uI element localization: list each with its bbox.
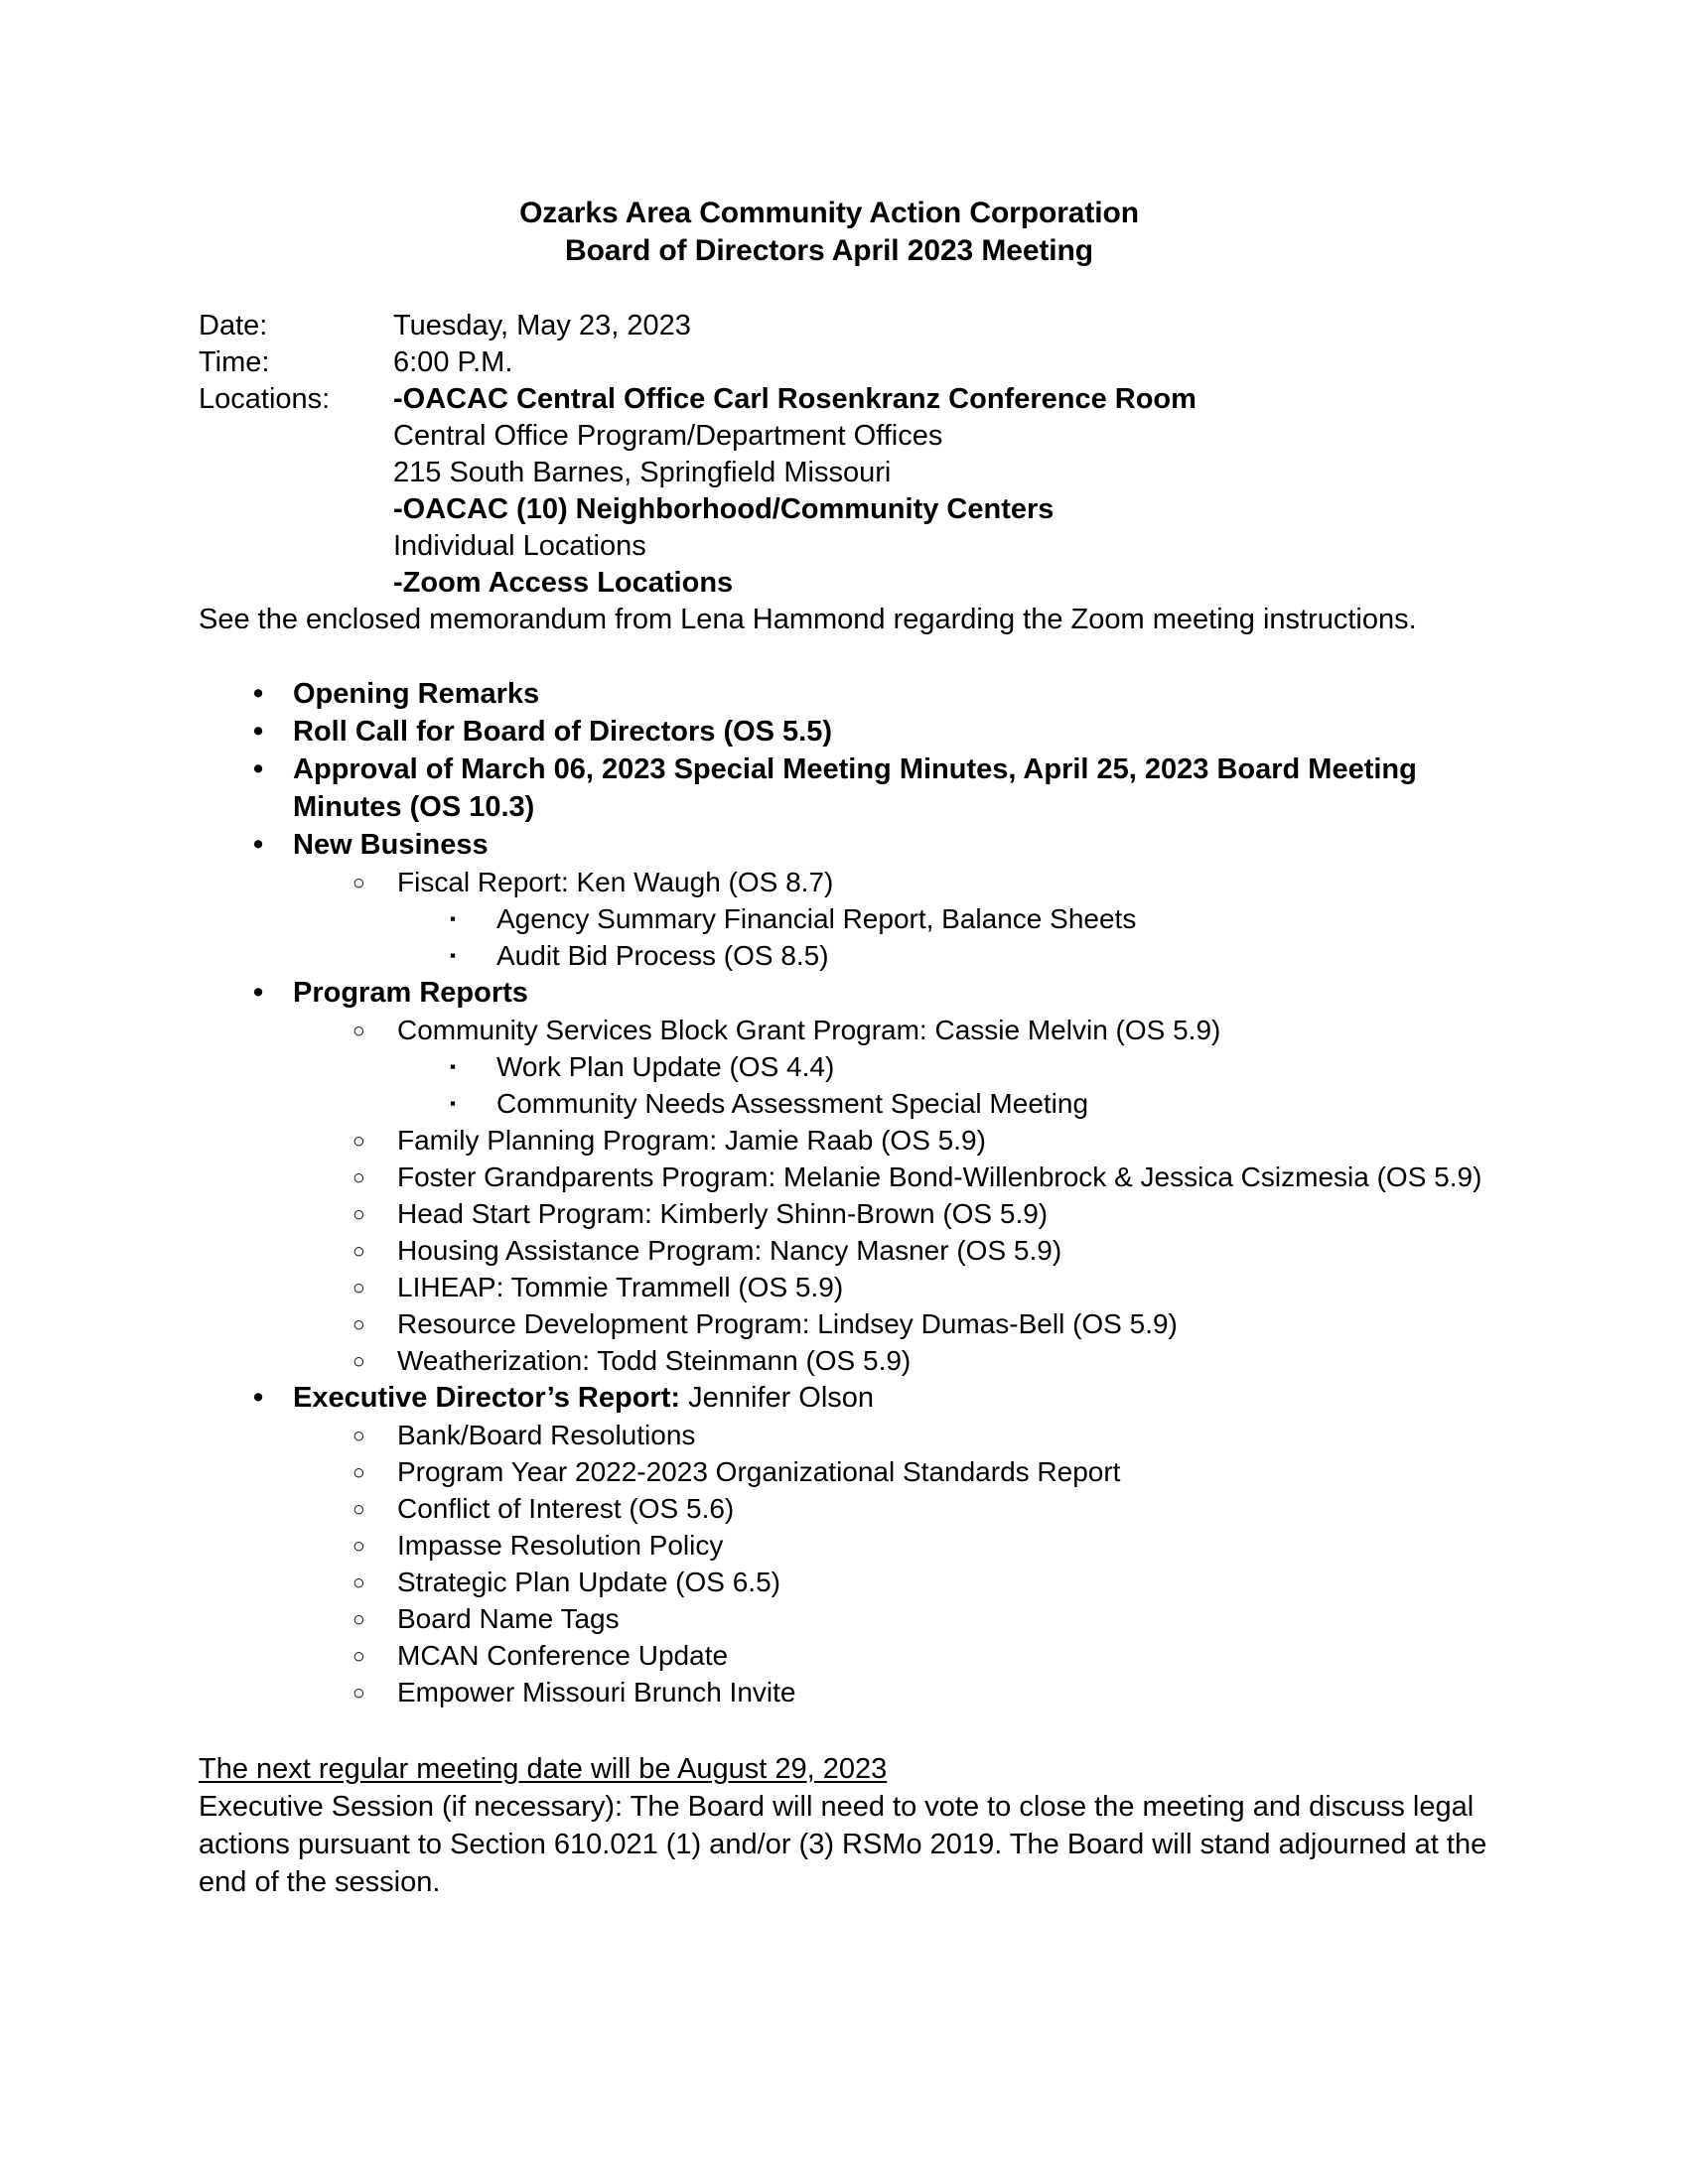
bullet-circle-icon: ○ [352,1020,365,1042]
bullet-circle-icon: ○ [352,1277,365,1299]
bullet-square-icon: ▪ [450,1094,457,1113]
agenda-item-new-business [199,826,1489,864]
agenda-subitem-empower-missouri [199,1674,1489,1710]
agenda-subitem-org-standards-report [199,1453,1489,1490]
agenda-subsubitem-needs-assessment [199,1085,1489,1122]
agenda-subitem-weatherization [199,1342,1489,1379]
agenda-subitem-label: Community Services Block Grant Program: Cassie Melvin (OS 5.9) [397,1015,1221,1045]
agenda-subitem-label: Empower Missouri Brunch Invite [397,1677,796,1707]
time-value: 6:00 P.M. [393,346,513,378]
time-label: Time: [199,346,270,378]
executive-session-note: Executive Session (if necessary): The Board will need to vote to close the meeting and discuss legal actions pursuant to Section 610.021 (1) and/or (3) RSMo 2019. The Board will stand adjourned at the end of the session. [199,1791,1487,1898]
agenda-subsubitem-label: Community Needs Assessment Special Meeting [496,1088,1089,1119]
agenda-subitem-label: MCAN Conference Update [397,1640,729,1671]
agenda-item-label: New Business [293,829,489,861]
bullet-square-icon: ▪ [450,1057,457,1076]
bullet-circle-icon: ○ [352,1498,365,1521]
agenda-item-executive-director-report [199,1379,1489,1417]
meeting-date-row [199,308,1489,344]
location-primary-sub-2: 215 South Barnes, Springfield Missouri [393,457,892,488]
bullet-circle-icon: ○ [352,1350,365,1373]
agenda-subitem-label: Weatherization: Todd Steinmann (OS 5.9) [397,1345,912,1376]
agenda-subitem-label: Board Name Tags [397,1603,620,1634]
agenda-subitem-label: Bank/Board Resolutions [397,1420,696,1450]
bullet-circle-icon: ○ [352,872,365,894]
agenda-subitem-label: Program Year 2022-2023 Organizational Standards Report [397,1456,1121,1487]
agenda-subitem-label: Fiscal Report: Ken Waugh (OS 8.7) [397,867,834,897]
agenda-item-roll-call [199,713,1489,751]
agenda-item-label: Approval of March 06, 2023 Special Meeting Minutes, April 25, 2023 Board Meeting Minutes (OS 10.3) [293,753,1417,823]
bullet-square-icon: ▪ [450,909,457,928]
locations-label: Locations: [199,383,331,415]
bullet-circle-icon: ○ [352,1461,365,1484]
agenda-item-label: Program Reports [293,977,528,1009]
agenda-subitem-housing-assistance [199,1232,1489,1269]
location-primary: -OACAC Central Office Carl Rosenkranz Conference Room [393,383,1196,415]
location-secondary: -OACAC (10) Neighborhood/Community Centers [393,493,1055,525]
bullet-disc-icon: • [253,678,264,710]
agenda-subitem-impasse-resolution [199,1527,1489,1564]
agenda-item-label: Opening Remarks [293,678,540,710]
title-line-1: Ozarks Area Community Action Corporation [519,197,1139,229]
agenda-subitem-resource-development [199,1305,1489,1342]
agenda-subitem-fiscal-report [199,864,1489,900]
bullet-disc-icon: • [253,977,264,1009]
agenda-subsubitem-label: Work Plan Update (OS 4.4) [496,1051,835,1082]
bullet-circle-icon: ○ [352,1682,365,1705]
agenda-subsubitem-audit-bid [199,937,1489,974]
agenda-subitem-csbg [199,1012,1489,1048]
agenda-subitem-label: Strategic Plan Update (OS 6.5) [397,1567,780,1597]
location-tertiary: -Zoom Access Locations [393,567,734,599]
agenda-subitem-label: Family Planning Program: Jamie Raab (OS 5.9) [397,1125,986,1156]
memo-note: See the enclosed memorandum from Lena Hammond regarding the Zoom meeting instructions. [199,604,1417,635]
bullet-disc-icon: • [253,1382,264,1414]
bullet-circle-icon: ○ [352,1571,365,1594]
agenda-subitem-head-start [199,1195,1489,1232]
date-value: Tuesday, May 23, 2023 [393,310,691,341]
agenda-subitem-family-planning [199,1122,1489,1159]
agenda-subsubitem-label: Agency Summary Financial Report, Balance Sheets [496,903,1137,934]
bullet-disc-icon: • [253,753,264,785]
meeting-details [199,308,1489,638]
agenda-subitem-foster-grandparents [199,1159,1489,1195]
agenda-subitem-board-name-tags [199,1600,1489,1637]
agenda-item-label: Roll Call for Board of Directors (OS 5.5) [293,716,833,748]
bullet-circle-icon: ○ [352,1645,365,1668]
bullet-disc-icon: • [253,716,264,748]
agenda-subitem-label: LIHEAP: Tommie Trammell (OS 5.9) [397,1272,844,1302]
agenda-subitem-conflict-of-interest [199,1490,1489,1527]
title-line-2: Board of Directors April 2023 Meeting [565,234,1093,267]
agenda-subitem-label: Impasse Resolution Policy [397,1530,724,1561]
bullet-circle-icon: ○ [352,1203,365,1226]
bullet-circle-icon: ○ [352,1313,365,1336]
agenda-subitem-label: Foster Grandparents Program: Melanie Bond-Willenbrock & Jessica Csizmesia (OS 5.9) [397,1161,1482,1192]
bullet-square-icon: ▪ [450,946,457,965]
agenda-subsubitem-label: Audit Bid Process (OS 8.5) [496,940,829,971]
bullet-circle-icon: ○ [352,1240,365,1263]
location-primary-sub-1: Central Office Program/Department Offices [393,420,943,452]
agenda-item-program-reports [199,974,1489,1012]
agenda-list [199,675,1489,1710]
bullet-disc-icon: • [253,829,264,861]
next-meeting-date: The next regular meeting date will be August 29, 2023 [199,1753,888,1785]
agenda-subitem-mcan-conference [199,1637,1489,1674]
meeting-time-row [199,344,1489,381]
bullet-circle-icon: ○ [352,1130,365,1153]
agenda-subitem-label: Conflict of Interest (OS 5.6) [397,1493,735,1524]
bullet-circle-icon: ○ [352,1166,365,1189]
bullet-circle-icon: ○ [352,1535,365,1558]
agenda-subitem-bank-board-resolutions [199,1417,1489,1453]
agenda-subitem-label: Resource Development Program: Lindsey Dumas-Bell (OS 5.9) [397,1308,1178,1339]
document-title [189,195,1470,270]
agenda-subitem-strategic-plan [199,1564,1489,1600]
agenda-item-opening-remarks [199,675,1489,713]
agenda-subsubitem-work-plan-update [199,1048,1489,1085]
executive-director-name: Jennifer Olson [688,1382,875,1414]
agenda-subitem-label: Head Start Program: Kimberly Shinn-Brown (OS 5.9) [397,1198,1049,1229]
agenda-item-label: Executive Director’s Report: [293,1382,681,1414]
date-label: Date: [199,310,268,341]
agenda-subitem-liheap [199,1269,1489,1305]
bullet-circle-icon: ○ [352,1425,365,1447]
agenda-subitem-label: Housing Assistance Program: Nancy Masner (OS 5.9) [397,1235,1062,1266]
location-secondary-sub-1: Individual Locations [393,530,646,562]
meeting-locations-row [199,381,1489,418]
bullet-circle-icon: ○ [352,1608,365,1631]
agenda-subsubitem-agency-summary [199,900,1489,937]
footer-section [199,1750,1489,1901]
document-content [199,195,1489,1901]
agenda-item-approval-minutes [199,751,1489,826]
